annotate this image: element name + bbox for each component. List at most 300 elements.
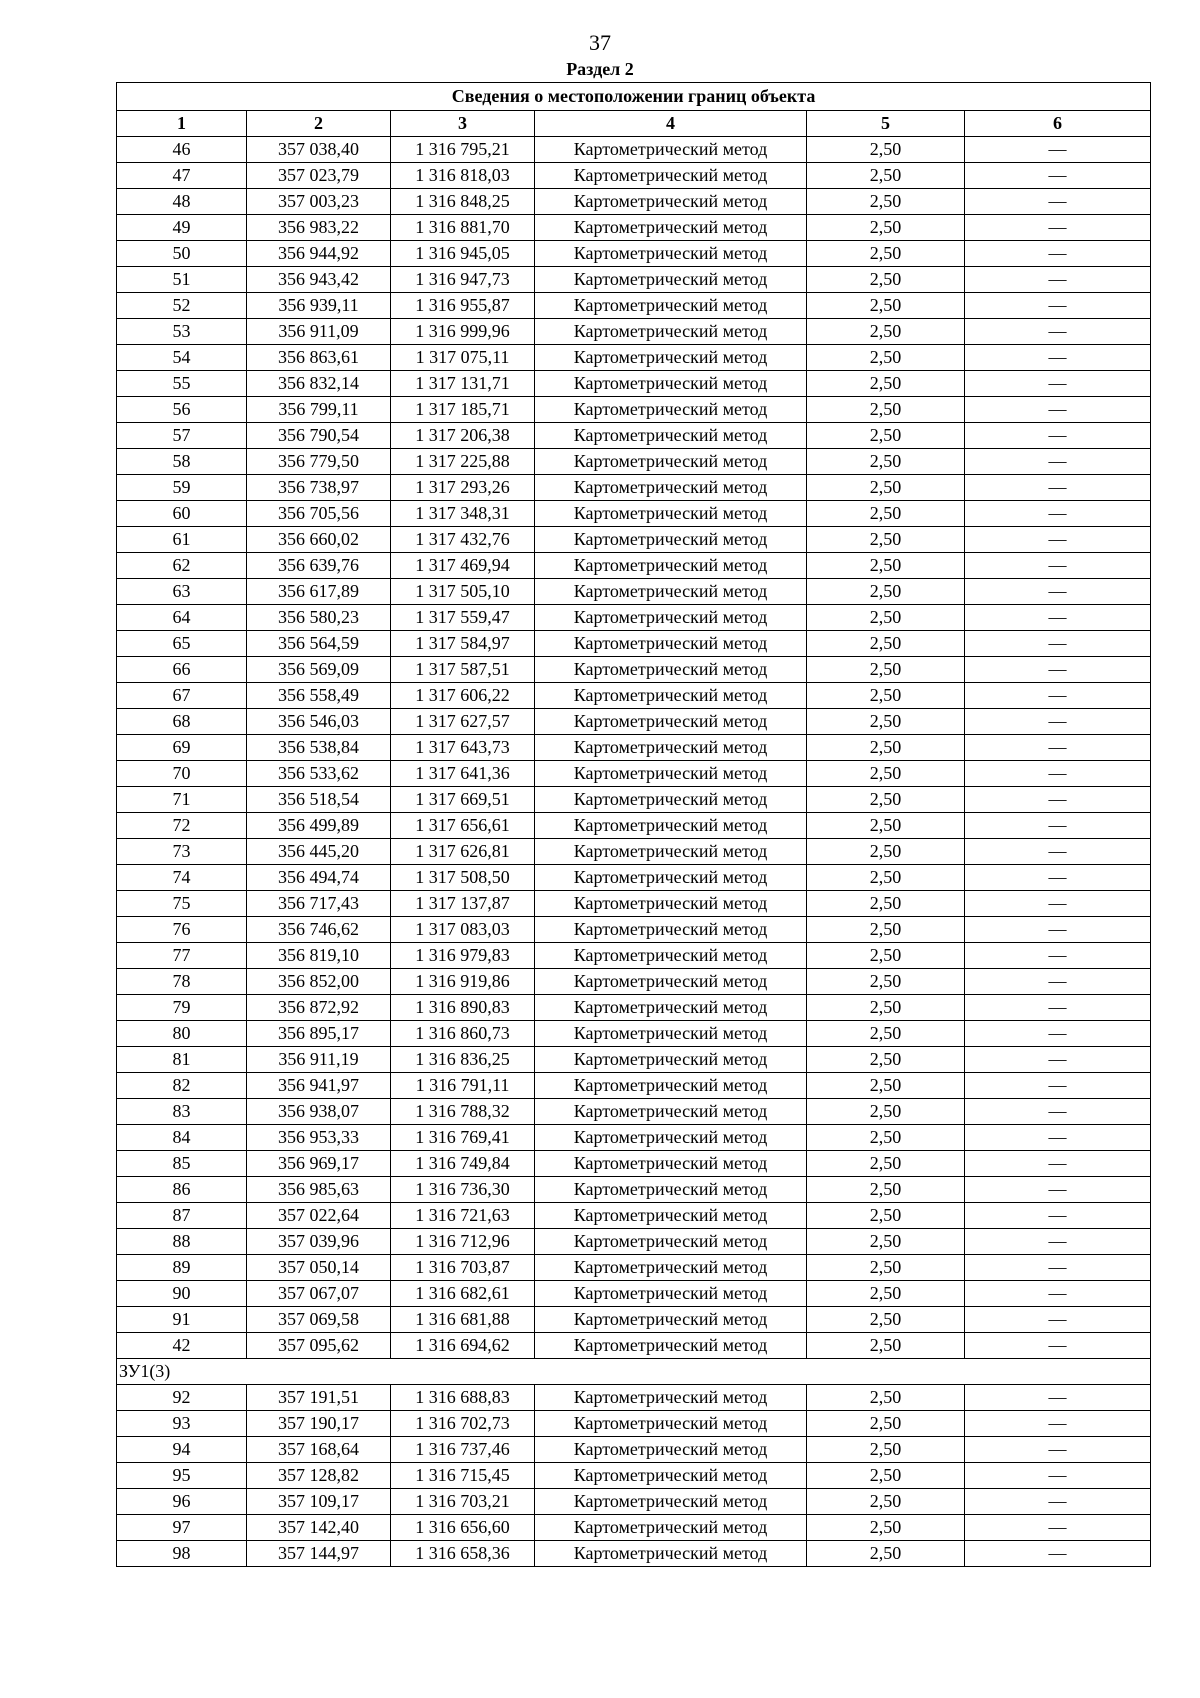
point-number-cell: 70 xyxy=(117,761,247,787)
method-cell: Картометрический метод xyxy=(535,267,807,293)
accuracy-cell: 2,50 xyxy=(807,1515,965,1541)
y-coordinate-cell: 1 316 658,36 xyxy=(391,1541,535,1567)
column-number: 6 xyxy=(965,111,1151,137)
accuracy-cell: 2,50 xyxy=(807,1385,965,1411)
x-coordinate-cell: 357 190,17 xyxy=(247,1411,391,1437)
accuracy-cell: 2,50 xyxy=(807,1255,965,1281)
accuracy-cell: 2,50 xyxy=(807,1437,965,1463)
x-coordinate-cell: 357 095,62 xyxy=(247,1333,391,1359)
y-coordinate-cell: 1 317 225,88 xyxy=(391,449,535,475)
y-coordinate-cell: 1 316 737,46 xyxy=(391,1437,535,1463)
y-coordinate-cell: 1 316 681,88 xyxy=(391,1307,535,1333)
x-coordinate-cell: 356 863,61 xyxy=(247,345,391,371)
description-cell: — xyxy=(965,865,1151,891)
point-number-cell: 73 xyxy=(117,839,247,865)
description-cell: — xyxy=(965,475,1151,501)
point-number-cell: 52 xyxy=(117,293,247,319)
description-cell: — xyxy=(965,1437,1151,1463)
table-row xyxy=(117,1255,1151,1281)
accuracy-cell: 2,50 xyxy=(807,267,965,293)
y-coordinate-cell: 1 316 890,83 xyxy=(391,995,535,1021)
accuracy-cell: 2,50 xyxy=(807,137,965,163)
y-coordinate-cell: 1 317 131,71 xyxy=(391,371,535,397)
y-coordinate-cell: 1 316 945,05 xyxy=(391,241,535,267)
description-cell: — xyxy=(965,241,1151,267)
point-number-cell: 77 xyxy=(117,943,247,969)
point-number-cell: 61 xyxy=(117,527,247,553)
method-cell: Картометрический метод xyxy=(535,1463,807,1489)
method-cell: Картометрический метод xyxy=(535,1489,807,1515)
method-cell: Картометрический метод xyxy=(535,1099,807,1125)
table-row xyxy=(117,969,1151,995)
table-row xyxy=(117,631,1151,657)
accuracy-cell: 2,50 xyxy=(807,683,965,709)
accuracy-cell: 2,50 xyxy=(807,163,965,189)
method-cell: Картометрический метод xyxy=(535,813,807,839)
description-cell: — xyxy=(965,1281,1151,1307)
point-number-cell: 82 xyxy=(117,1073,247,1099)
method-cell: Картометрический метод xyxy=(535,1255,807,1281)
table-row xyxy=(117,1281,1151,1307)
table-row xyxy=(117,1073,1151,1099)
accuracy-cell: 2,50 xyxy=(807,631,965,657)
boundary-coordinates-table xyxy=(116,82,1151,1567)
table-row xyxy=(117,189,1151,215)
y-coordinate-cell: 1 317 606,22 xyxy=(391,683,535,709)
y-coordinate-cell: 1 316 999,96 xyxy=(391,319,535,345)
point-number-cell: 56 xyxy=(117,397,247,423)
table-row xyxy=(117,891,1151,917)
y-coordinate-cell: 1 316 791,11 xyxy=(391,1073,535,1099)
accuracy-cell: 2,50 xyxy=(807,527,965,553)
table-row xyxy=(117,163,1151,189)
table-row xyxy=(117,1229,1151,1255)
x-coordinate-cell: 356 639,76 xyxy=(247,553,391,579)
description-cell: — xyxy=(965,631,1151,657)
method-cell: Картометрический метод xyxy=(535,163,807,189)
accuracy-cell: 2,50 xyxy=(807,1125,965,1151)
accuracy-cell: 2,50 xyxy=(807,787,965,813)
table-row xyxy=(117,1437,1151,1463)
description-cell: — xyxy=(965,917,1151,943)
accuracy-cell: 2,50 xyxy=(807,735,965,761)
table-row xyxy=(117,293,1151,319)
x-coordinate-cell: 357 109,17 xyxy=(247,1489,391,1515)
method-cell: Картометрический метод xyxy=(535,1177,807,1203)
point-number-cell: 80 xyxy=(117,1021,247,1047)
accuracy-cell: 2,50 xyxy=(807,1307,965,1333)
column-number: 2 xyxy=(247,111,391,137)
x-coordinate-cell: 357 191,51 xyxy=(247,1385,391,1411)
point-number-cell: 50 xyxy=(117,241,247,267)
description-cell: — xyxy=(965,1307,1151,1333)
method-cell: Картометрический метод xyxy=(535,215,807,241)
y-coordinate-cell: 1 317 137,87 xyxy=(391,891,535,917)
point-number-cell: 54 xyxy=(117,345,247,371)
point-number-cell: 69 xyxy=(117,735,247,761)
description-cell: — xyxy=(965,293,1151,319)
point-number-cell: 89 xyxy=(117,1255,247,1281)
point-number-cell: 98 xyxy=(117,1541,247,1567)
x-coordinate-cell: 356 790,54 xyxy=(247,423,391,449)
point-number-cell: 71 xyxy=(117,787,247,813)
table-row xyxy=(117,995,1151,1021)
table-row xyxy=(117,865,1151,891)
accuracy-cell: 2,50 xyxy=(807,943,965,969)
method-cell: Картометрический метод xyxy=(535,839,807,865)
y-coordinate-cell: 1 316 818,03 xyxy=(391,163,535,189)
method-cell: Картометрический метод xyxy=(535,657,807,683)
description-cell: — xyxy=(965,1541,1151,1567)
x-coordinate-cell: 356 717,43 xyxy=(247,891,391,917)
y-coordinate-cell: 1 317 083,03 xyxy=(391,917,535,943)
point-number-cell: 67 xyxy=(117,683,247,709)
table-row xyxy=(117,371,1151,397)
y-coordinate-cell: 1 317 293,26 xyxy=(391,475,535,501)
method-cell: Картометрический метод xyxy=(535,735,807,761)
accuracy-cell: 2,50 xyxy=(807,917,965,943)
x-coordinate-cell: 356 538,84 xyxy=(247,735,391,761)
table-row xyxy=(117,1411,1151,1437)
point-number-cell: 92 xyxy=(117,1385,247,1411)
method-cell: Картометрический метод xyxy=(535,1021,807,1047)
accuracy-cell: 2,50 xyxy=(807,449,965,475)
y-coordinate-cell: 1 316 694,62 xyxy=(391,1333,535,1359)
method-cell: Картометрический метод xyxy=(535,1307,807,1333)
description-cell: — xyxy=(965,579,1151,605)
point-number-cell: 58 xyxy=(117,449,247,475)
description-cell: — xyxy=(965,1177,1151,1203)
y-coordinate-cell: 1 316 955,87 xyxy=(391,293,535,319)
x-coordinate-cell: 357 038,40 xyxy=(247,137,391,163)
point-number-cell: 42 xyxy=(117,1333,247,1359)
x-coordinate-cell: 357 050,14 xyxy=(247,1255,391,1281)
table-row xyxy=(117,657,1151,683)
description-cell: — xyxy=(965,163,1151,189)
x-coordinate-cell: 356 941,97 xyxy=(247,1073,391,1099)
x-coordinate-cell: 356 911,09 xyxy=(247,319,391,345)
table-row xyxy=(117,423,1151,449)
y-coordinate-cell: 1 316 788,32 xyxy=(391,1099,535,1125)
description-cell: — xyxy=(965,969,1151,995)
description-cell: — xyxy=(965,1463,1151,1489)
accuracy-cell: 2,50 xyxy=(807,371,965,397)
table-row xyxy=(117,1333,1151,1359)
column-number: 5 xyxy=(807,111,965,137)
x-coordinate-cell: 356 895,17 xyxy=(247,1021,391,1047)
method-cell: Картометрический метод xyxy=(535,683,807,709)
accuracy-cell: 2,50 xyxy=(807,1411,965,1437)
method-cell: Картометрический метод xyxy=(535,787,807,813)
y-coordinate-cell: 1 316 736,30 xyxy=(391,1177,535,1203)
x-coordinate-cell: 356 985,63 xyxy=(247,1177,391,1203)
description-cell: — xyxy=(965,839,1151,865)
accuracy-cell: 2,50 xyxy=(807,189,965,215)
column-number: 4 xyxy=(535,111,807,137)
point-number-cell: 64 xyxy=(117,605,247,631)
table-caption: Сведения о местоположении границ объекта xyxy=(117,83,1151,111)
accuracy-cell: 2,50 xyxy=(807,579,965,605)
accuracy-cell: 2,50 xyxy=(807,1047,965,1073)
x-coordinate-cell: 357 069,58 xyxy=(247,1307,391,1333)
accuracy-cell: 2,50 xyxy=(807,969,965,995)
point-number-cell: 85 xyxy=(117,1151,247,1177)
accuracy-cell: 2,50 xyxy=(807,839,965,865)
description-cell: — xyxy=(965,761,1151,787)
accuracy-cell: 2,50 xyxy=(807,1489,965,1515)
table-row xyxy=(117,579,1151,605)
accuracy-cell: 2,50 xyxy=(807,1099,965,1125)
section-title: Раздел 2 xyxy=(566,59,634,79)
description-cell: — xyxy=(965,605,1151,631)
x-coordinate-cell: 356 983,22 xyxy=(247,215,391,241)
x-coordinate-cell: 356 852,00 xyxy=(247,969,391,995)
point-number-cell: 48 xyxy=(117,189,247,215)
method-cell: Картометрический метод xyxy=(535,293,807,319)
description-cell: — xyxy=(965,137,1151,163)
accuracy-cell: 2,50 xyxy=(807,241,965,267)
description-cell: — xyxy=(965,943,1151,969)
description-cell: — xyxy=(965,501,1151,527)
table-row xyxy=(117,1307,1151,1333)
accuracy-cell: 2,50 xyxy=(807,761,965,787)
description-cell: — xyxy=(965,1255,1151,1281)
point-number-cell: 93 xyxy=(117,1411,247,1437)
point-number-cell: 53 xyxy=(117,319,247,345)
accuracy-cell: 2,50 xyxy=(807,475,965,501)
point-number-cell: 66 xyxy=(117,657,247,683)
method-cell: Картометрический метод xyxy=(535,345,807,371)
description-cell: — xyxy=(965,1411,1151,1437)
x-coordinate-cell: 356 617,89 xyxy=(247,579,391,605)
accuracy-cell: 2,50 xyxy=(807,657,965,683)
y-coordinate-cell: 1 316 769,41 xyxy=(391,1125,535,1151)
y-coordinate-cell: 1 317 643,73 xyxy=(391,735,535,761)
point-number-cell: 78 xyxy=(117,969,247,995)
y-coordinate-cell: 1 317 505,10 xyxy=(391,579,535,605)
point-number-cell: 88 xyxy=(117,1229,247,1255)
point-number-cell: 55 xyxy=(117,371,247,397)
table-row xyxy=(117,917,1151,943)
method-cell: Картометрический метод xyxy=(535,1203,807,1229)
description-cell: — xyxy=(965,735,1151,761)
point-number-cell: 46 xyxy=(117,137,247,163)
point-number-cell: 74 xyxy=(117,865,247,891)
point-number-cell: 86 xyxy=(117,1177,247,1203)
point-number-cell: 57 xyxy=(117,423,247,449)
table-row xyxy=(117,241,1151,267)
method-cell: Картометрический метод xyxy=(535,1073,807,1099)
method-cell: Картометрический метод xyxy=(535,501,807,527)
y-coordinate-cell: 1 317 669,51 xyxy=(391,787,535,813)
table-row xyxy=(117,137,1151,163)
method-cell: Картометрический метод xyxy=(535,1125,807,1151)
accuracy-cell: 2,50 xyxy=(807,865,965,891)
table-row xyxy=(117,319,1151,345)
table-row xyxy=(117,475,1151,501)
description-cell: — xyxy=(965,371,1151,397)
point-number-cell: 95 xyxy=(117,1463,247,1489)
table-row xyxy=(117,1385,1151,1411)
description-cell: — xyxy=(965,787,1151,813)
point-number-cell: 76 xyxy=(117,917,247,943)
accuracy-cell: 2,50 xyxy=(807,891,965,917)
accuracy-cell: 2,50 xyxy=(807,1229,965,1255)
x-coordinate-cell: 356 832,14 xyxy=(247,371,391,397)
description-cell: — xyxy=(965,1229,1151,1255)
page-number: 37 xyxy=(589,30,611,55)
accuracy-cell: 2,50 xyxy=(807,397,965,423)
x-coordinate-cell: 357 168,64 xyxy=(247,1437,391,1463)
method-cell: Картометрический метод xyxy=(535,891,807,917)
table-row xyxy=(117,527,1151,553)
y-coordinate-cell: 1 316 721,63 xyxy=(391,1203,535,1229)
description-cell: — xyxy=(965,345,1151,371)
y-coordinate-cell: 1 316 749,84 xyxy=(391,1151,535,1177)
description-cell: — xyxy=(965,423,1151,449)
point-number-cell: 91 xyxy=(117,1307,247,1333)
accuracy-cell: 2,50 xyxy=(807,1151,965,1177)
method-cell: Картометрический метод xyxy=(535,631,807,657)
x-coordinate-cell: 356 944,92 xyxy=(247,241,391,267)
method-cell: Картометрический метод xyxy=(535,1333,807,1359)
accuracy-cell: 2,50 xyxy=(807,1177,965,1203)
description-cell: — xyxy=(965,683,1151,709)
table-row xyxy=(117,761,1151,787)
group-label: ЗУ1(3) xyxy=(117,1359,1151,1385)
accuracy-cell: 2,50 xyxy=(807,1463,965,1489)
accuracy-cell: 2,50 xyxy=(807,1203,965,1229)
table-row xyxy=(117,501,1151,527)
description-cell: — xyxy=(965,1385,1151,1411)
description-cell: — xyxy=(965,319,1151,345)
description-cell: — xyxy=(965,995,1151,1021)
accuracy-cell: 2,50 xyxy=(807,709,965,735)
method-cell: Картометрический метод xyxy=(535,1411,807,1437)
point-number-cell: 96 xyxy=(117,1489,247,1515)
table-row xyxy=(117,943,1151,969)
y-coordinate-cell: 1 316 860,73 xyxy=(391,1021,535,1047)
point-number-cell: 79 xyxy=(117,995,247,1021)
y-coordinate-cell: 1 316 688,83 xyxy=(391,1385,535,1411)
x-coordinate-cell: 357 128,82 xyxy=(247,1463,391,1489)
y-coordinate-cell: 1 317 587,51 xyxy=(391,657,535,683)
description-cell: — xyxy=(965,189,1151,215)
description-cell: — xyxy=(965,215,1151,241)
table-row xyxy=(117,215,1151,241)
column-number: 3 xyxy=(391,111,535,137)
column-number-row xyxy=(117,111,1151,137)
method-cell: Картометрический метод xyxy=(535,969,807,995)
table-row xyxy=(117,1489,1151,1515)
x-coordinate-cell: 356 779,50 xyxy=(247,449,391,475)
y-coordinate-cell: 1 316 656,60 xyxy=(391,1515,535,1541)
table-row xyxy=(117,449,1151,475)
point-number-cell: 49 xyxy=(117,215,247,241)
x-coordinate-cell: 356 969,17 xyxy=(247,1151,391,1177)
point-number-cell: 81 xyxy=(117,1047,247,1073)
table-row xyxy=(117,1021,1151,1047)
point-number-cell: 60 xyxy=(117,501,247,527)
method-cell: Картометрический метод xyxy=(535,241,807,267)
table-row xyxy=(117,605,1151,631)
y-coordinate-cell: 1 317 508,50 xyxy=(391,865,535,891)
group-header-row xyxy=(117,1359,1151,1385)
accuracy-cell: 2,50 xyxy=(807,293,965,319)
table-row xyxy=(117,1099,1151,1125)
x-coordinate-cell: 356 499,89 xyxy=(247,813,391,839)
y-coordinate-cell: 1 316 848,25 xyxy=(391,189,535,215)
table-row xyxy=(117,683,1151,709)
x-coordinate-cell: 356 872,92 xyxy=(247,995,391,1021)
table-row xyxy=(117,813,1151,839)
table-row xyxy=(117,267,1151,293)
method-cell: Картометрический метод xyxy=(535,189,807,215)
point-number-cell: 75 xyxy=(117,891,247,917)
y-coordinate-cell: 1 316 712,96 xyxy=(391,1229,535,1255)
method-cell: Картометрический метод xyxy=(535,917,807,943)
table-row xyxy=(117,1151,1151,1177)
point-number-cell: 51 xyxy=(117,267,247,293)
accuracy-cell: 2,50 xyxy=(807,501,965,527)
point-number-cell: 90 xyxy=(117,1281,247,1307)
y-coordinate-cell: 1 317 432,76 xyxy=(391,527,535,553)
point-number-cell: 63 xyxy=(117,579,247,605)
point-number-cell: 94 xyxy=(117,1437,247,1463)
table-row xyxy=(117,553,1151,579)
accuracy-cell: 2,50 xyxy=(807,319,965,345)
x-coordinate-cell: 356 705,56 xyxy=(247,501,391,527)
method-cell: Картометрический метод xyxy=(535,1151,807,1177)
description-cell: — xyxy=(965,1151,1151,1177)
accuracy-cell: 2,50 xyxy=(807,1073,965,1099)
x-coordinate-cell: 356 799,11 xyxy=(247,397,391,423)
method-cell: Картометрический метод xyxy=(535,995,807,1021)
x-coordinate-cell: 356 518,54 xyxy=(247,787,391,813)
method-cell: Картометрический метод xyxy=(535,1047,807,1073)
table-row xyxy=(117,709,1151,735)
y-coordinate-cell: 1 317 641,36 xyxy=(391,761,535,787)
table-row xyxy=(117,1515,1151,1541)
point-number-cell: 87 xyxy=(117,1203,247,1229)
x-coordinate-cell: 357 144,97 xyxy=(247,1541,391,1567)
accuracy-cell: 2,50 xyxy=(807,553,965,579)
table-row xyxy=(117,839,1151,865)
x-coordinate-cell: 357 067,07 xyxy=(247,1281,391,1307)
method-cell: Картометрический метод xyxy=(535,553,807,579)
x-coordinate-cell: 357 023,79 xyxy=(247,163,391,189)
column-number: 1 xyxy=(117,111,247,137)
x-coordinate-cell: 356 533,62 xyxy=(247,761,391,787)
method-cell: Картометрический метод xyxy=(535,579,807,605)
method-cell: Картометрический метод xyxy=(535,137,807,163)
description-cell: — xyxy=(965,1489,1151,1515)
description-cell: — xyxy=(965,891,1151,917)
method-cell: Картометрический метод xyxy=(535,605,807,631)
table-body xyxy=(117,137,1151,1567)
method-cell: Картометрический метод xyxy=(535,1541,807,1567)
x-coordinate-cell: 357 003,23 xyxy=(247,189,391,215)
x-coordinate-cell: 356 953,33 xyxy=(247,1125,391,1151)
x-coordinate-cell: 356 939,11 xyxy=(247,293,391,319)
method-cell: Картометрический метод xyxy=(535,761,807,787)
x-coordinate-cell: 357 022,64 xyxy=(247,1203,391,1229)
method-cell: Картометрический метод xyxy=(535,423,807,449)
x-coordinate-cell: 356 445,20 xyxy=(247,839,391,865)
x-coordinate-cell: 356 738,97 xyxy=(247,475,391,501)
y-coordinate-cell: 1 316 881,70 xyxy=(391,215,535,241)
method-cell: Картометрический метод xyxy=(535,1437,807,1463)
